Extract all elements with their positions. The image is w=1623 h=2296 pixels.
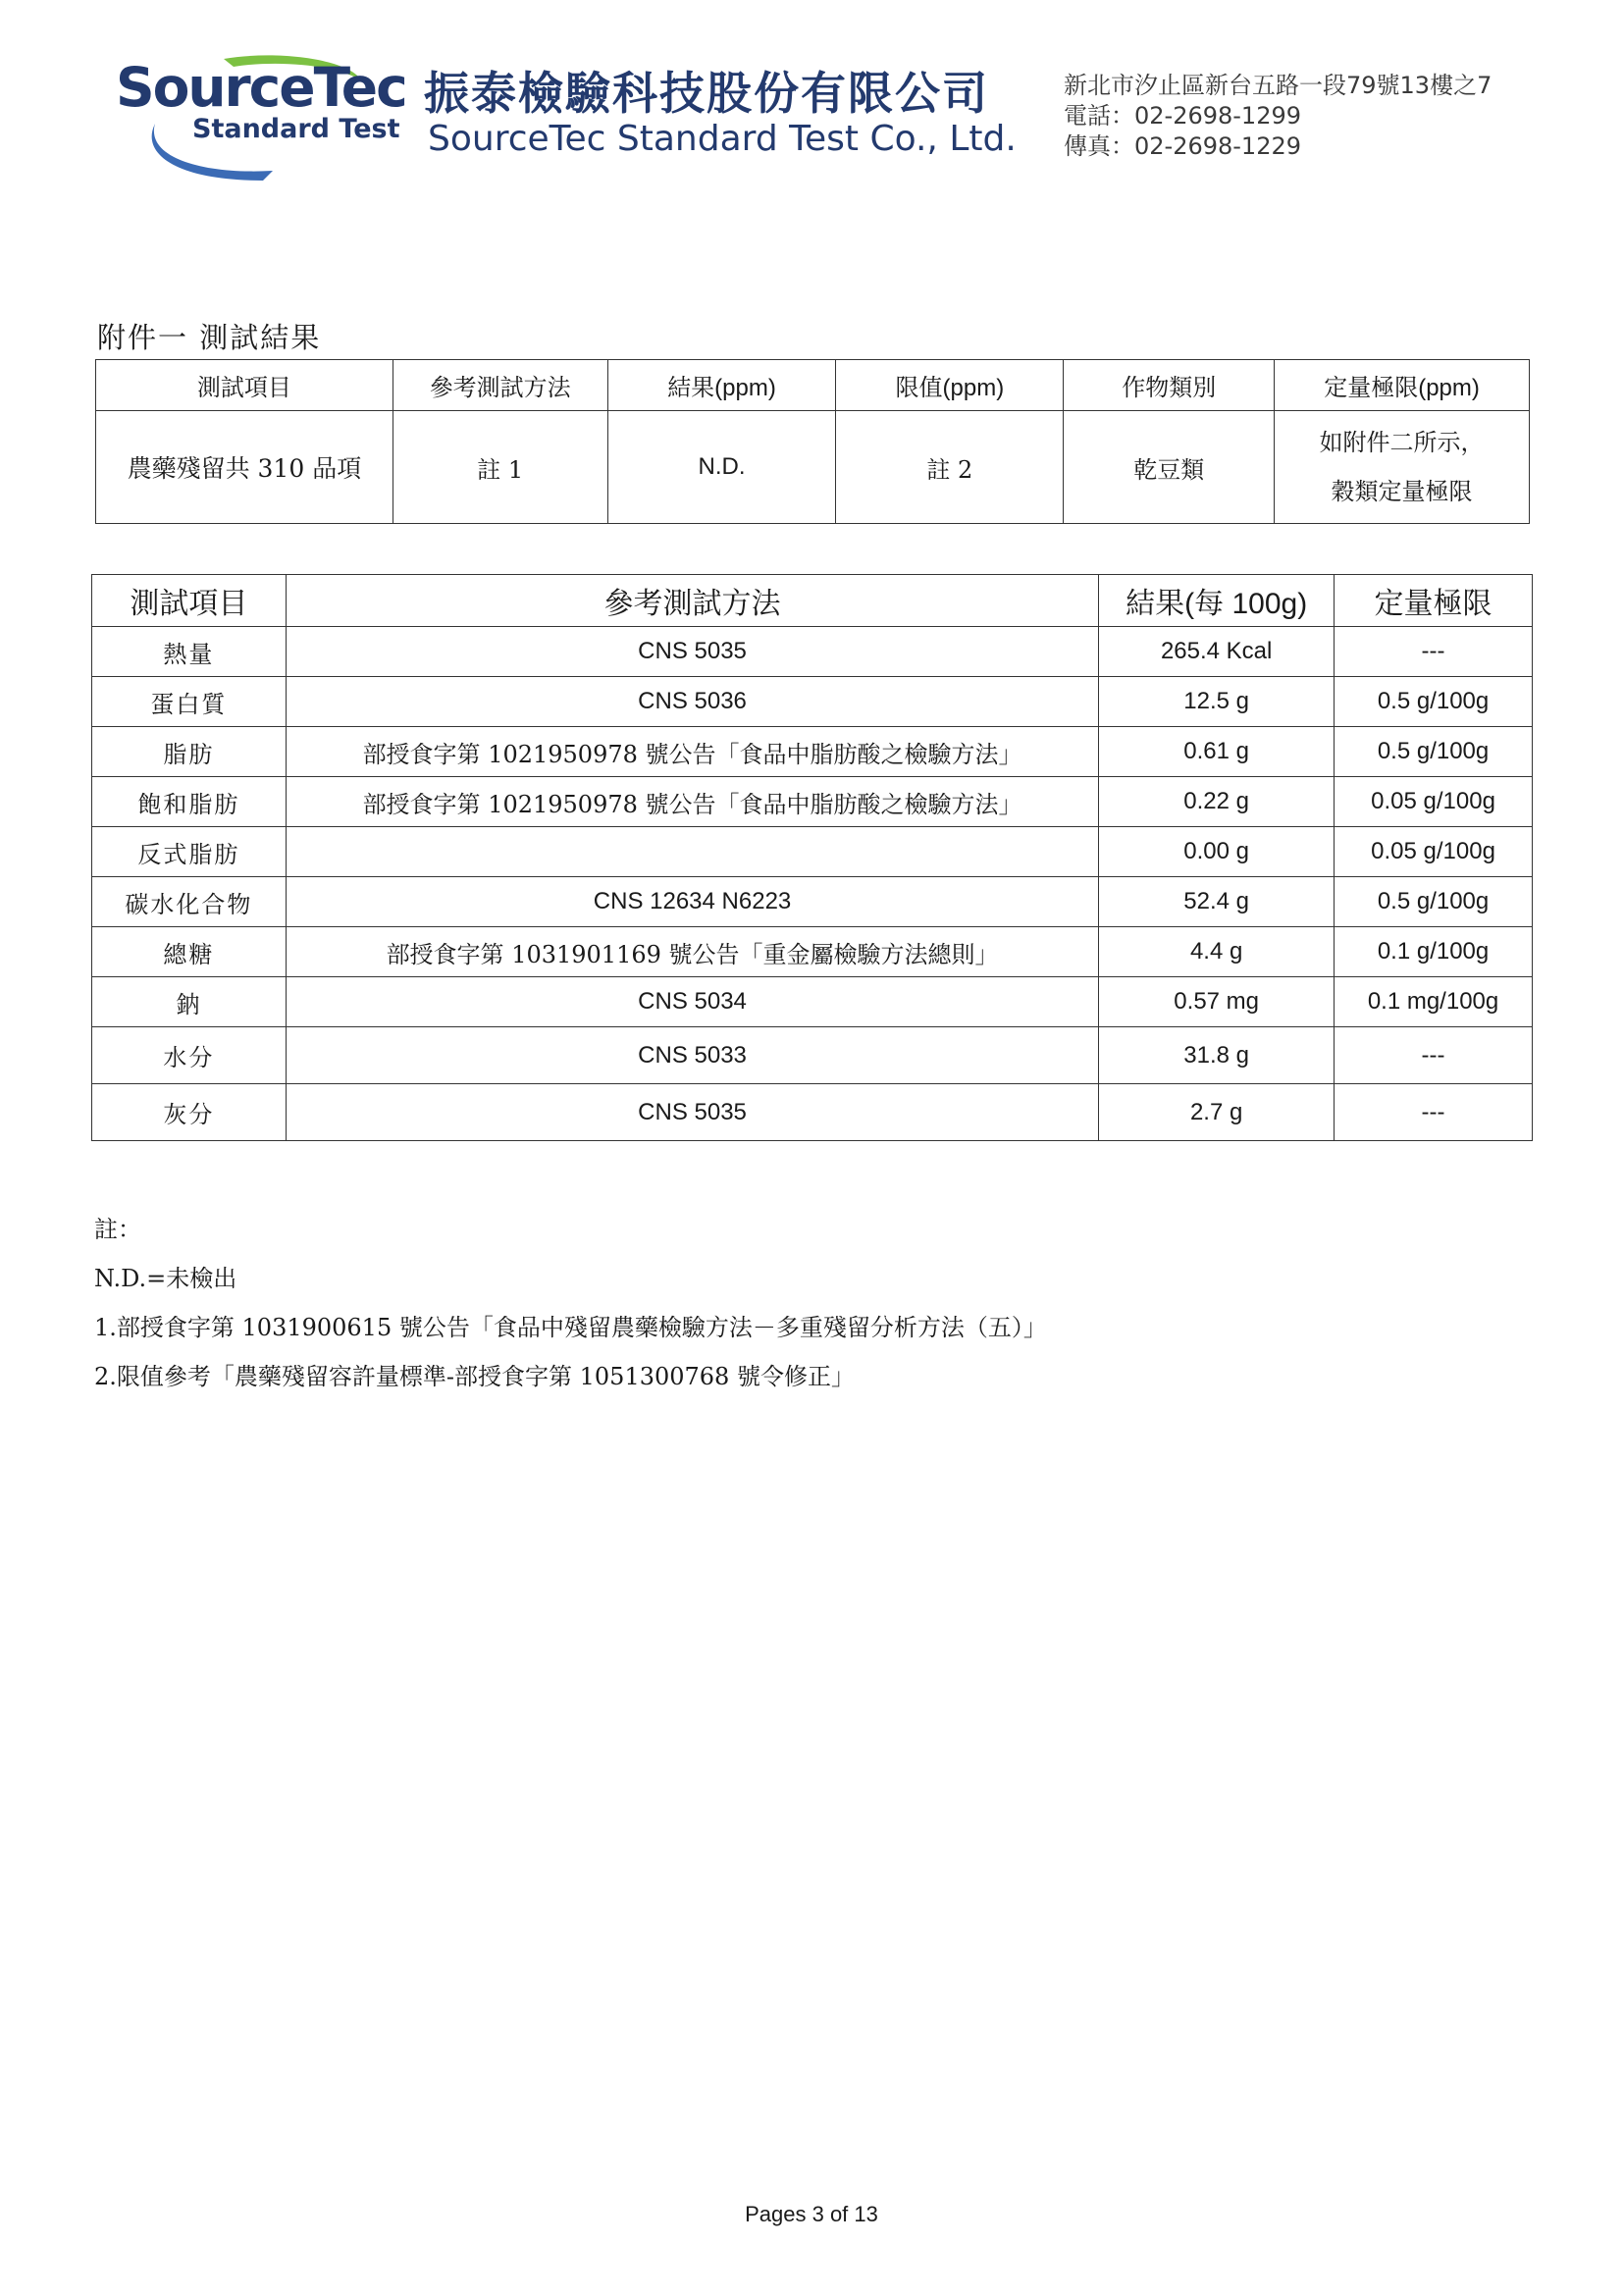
result-cell: 265.4 Kcal — [1099, 627, 1335, 677]
company-fax: 傳真：02-2698-1229 — [1064, 132, 1302, 160]
method-cell: CNS 5035 — [286, 627, 1098, 677]
note-line: 2.限值參考「農藥殘留容許量標準-部授食字第 1051300768 號令修正」 — [94, 1363, 855, 1390]
table-row — [92, 827, 1533, 877]
method-cell: 部授食字第 1031901169 號公告「重金屬檢驗方法總則」 — [286, 927, 1098, 977]
test-item-cell: 鈉 — [92, 977, 287, 1027]
result-cell: N.D. — [607, 411, 836, 524]
column-header: 測試項目 — [96, 360, 393, 411]
column-header: 參考測試方法 — [286, 575, 1098, 627]
method-cell — [286, 827, 1098, 877]
table-row — [92, 627, 1533, 677]
loq-cell: --- — [1335, 627, 1533, 677]
nutrition-test-table — [91, 574, 1533, 1141]
company-phone: 電話：02-2698-1299 — [1064, 102, 1302, 130]
loq-cell: --- — [1335, 1084, 1533, 1141]
column-header: 作物類別 — [1064, 360, 1275, 411]
crop-category-cell: 乾豆類 — [1064, 411, 1275, 524]
loq-cell: 0.1 mg/100g — [1335, 977, 1533, 1027]
method-cell: 部授食字第 1021950978 號公告「食品中脂肪酸之檢驗方法」 — [286, 727, 1098, 777]
contact-block — [1064, 71, 1492, 162]
page-number: Pages 3 of 13 — [745, 2202, 878, 2226]
limit-cell: 註 2 — [836, 411, 1064, 524]
table-row — [92, 777, 1533, 827]
company-name-chinese: 振泰檢驗科技股份有限公司 — [424, 67, 989, 120]
note-line: 1.部授食字第 1031900615 號公告「食品中殘留農藥檢驗方法－多重殘留分析方法（五）」 — [94, 1314, 1047, 1341]
column-header: 定量極限(ppm) — [1275, 360, 1530, 411]
method-cell: CNS 5036 — [286, 677, 1098, 727]
loq-cell: 0.5 g/100g — [1335, 677, 1533, 727]
table-header-row — [92, 575, 1533, 627]
test-item-cell: 反式脂肪 — [92, 827, 287, 877]
column-header: 定量極限 — [1335, 575, 1533, 627]
test-item-cell: 蛋白質 — [92, 677, 287, 727]
test-item-cell: 脂肪 — [92, 727, 287, 777]
result-cell: 12.5 g — [1099, 677, 1335, 727]
result-cell: 0.61 g — [1099, 727, 1335, 777]
result-cell: 0.22 g — [1099, 777, 1335, 827]
method-cell: CNS 5035 — [286, 1084, 1098, 1141]
logo-tagline: Standard Test — [192, 114, 400, 144]
table-row — [92, 1027, 1533, 1084]
loq-cell: --- — [1335, 1027, 1533, 1084]
result-cell: 2.7 g — [1099, 1084, 1335, 1141]
test-item-cell: 總糖 — [92, 927, 287, 977]
test-item-cell: 熱量 — [92, 627, 287, 677]
test-item-cell: 灰分 — [92, 1084, 287, 1141]
test-item-cell: 飽和脂肪 — [92, 777, 287, 827]
pesticide-residue-table — [95, 359, 1530, 524]
notes-section — [94, 1205, 1047, 1401]
test-item-cell: 碳水化合物 — [92, 877, 287, 927]
table-row — [92, 977, 1533, 1027]
company-logo — [116, 55, 410, 183]
logo-wordmark: SourceTec — [116, 56, 406, 119]
table-row — [92, 677, 1533, 727]
table-row — [92, 1084, 1533, 1141]
method-cell: CNS 5034 — [286, 977, 1098, 1027]
loq-cell: 0.05 g/100g — [1335, 827, 1533, 877]
loq-line-2: 穀類定量極限 — [1331, 478, 1473, 505]
column-header: 參考測試方法 — [393, 360, 607, 411]
column-header: 結果(每 100g) — [1099, 575, 1335, 627]
loq-line-1: 如附件二所示， — [1319, 429, 1485, 456]
result-cell: 0.57 mg — [1099, 977, 1335, 1027]
table-row — [92, 927, 1533, 977]
table-row — [92, 877, 1533, 927]
note-line: N.D.=未檢出 — [94, 1265, 237, 1292]
table-row — [92, 727, 1533, 777]
column-header: 結果(ppm) — [607, 360, 836, 411]
method-cell: CNS 5033 — [286, 1027, 1098, 1084]
result-cell: 52.4 g — [1099, 877, 1335, 927]
result-cell: 0.00 g — [1099, 827, 1335, 877]
result-cell: 31.8 g — [1099, 1027, 1335, 1084]
notes-label: 註： — [94, 1216, 141, 1243]
method-cell: CNS 12634 N6223 — [286, 877, 1098, 927]
table-row — [96, 411, 1530, 524]
column-header: 測試項目 — [92, 575, 287, 627]
column-header: 限值(ppm) — [836, 360, 1064, 411]
table-header-row — [96, 360, 1530, 411]
test-item-cell: 農藥殘留共 310 品項 — [96, 411, 393, 524]
loq-cell: 0.5 g/100g — [1335, 727, 1533, 777]
loq-cell: 0.1 g/100g — [1335, 927, 1533, 977]
loq-cell — [1275, 411, 1530, 524]
loq-cell: 0.05 g/100g — [1335, 777, 1533, 827]
company-name-english: SourceTec Standard Test Co., Ltd. — [428, 119, 1017, 159]
company-address: 新北市汐止區新台五路一段79號13樓之7 — [1064, 72, 1492, 99]
method-cell: 註 1 — [393, 411, 607, 524]
loq-cell: 0.5 g/100g — [1335, 877, 1533, 927]
method-cell: 部授食字第 1021950978 號公告「食品中脂肪酸之檢驗方法」 — [286, 777, 1098, 827]
section-title: 附件一 測試結果 — [97, 321, 322, 354]
result-cell: 4.4 g — [1099, 927, 1335, 977]
test-item-cell: 水分 — [92, 1027, 287, 1084]
